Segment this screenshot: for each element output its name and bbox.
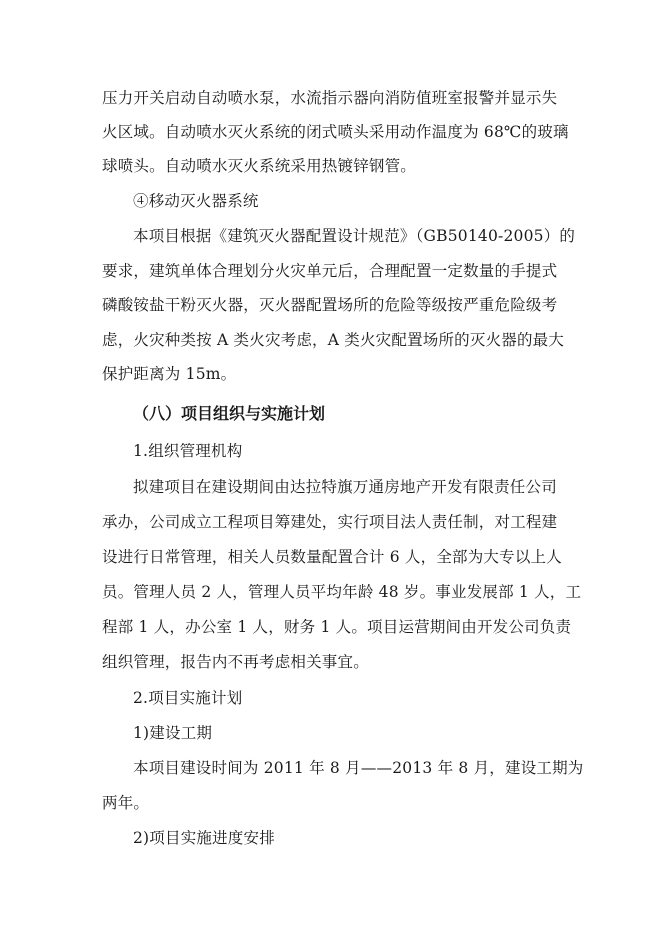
subsection-title: 2.项目实施计划 [133,689,243,707]
paragraph-line: 员。管理人员 2 人，管理人员平均年龄 48 岁。事业发展部 1 人，工 [102,583,582,601]
section-heading: （八）项目组织与实施计划 [133,404,326,423]
paragraph-line: 磷酸铵盐干粉灭火器，灭火器配置场所的危险等级按严重危险级考 [102,296,558,314]
paragraph-line: 火区域。自动喷水灭火系统的闭式喷头采用动作温度为 68℃的玻璃 [102,123,569,141]
paragraph-line: 要求，建筑单体合理划分火灾单元后，合理配置一定数量的手提式 [102,262,558,280]
paragraph-line: 拟建项目在建设期间由达拉特旗万通房地产开发有限责任公司 [133,478,557,496]
paragraph-line: 虑，火灾种类按 A 类火灾考虑，A 类火灾配置场所的灭火器的最大 [102,331,565,349]
paragraph-line: 设进行日常管理，相关人员数量配置合计 6 人，全部为大专以上人 [102,548,562,566]
paragraph-line: 本项目建设时间为 2011 年 8 月——2013 年 8 月，建设工期为 [133,759,584,777]
paragraph-line: 承办，公司成立工程项目筹建处，实行项目法人责任制，对工程建 [102,513,558,531]
item-title: ④移动灭火器系统 [133,192,259,210]
paragraph-line: 球喷头。自动喷水灭火系统采用热镀锌钢管。 [102,157,417,175]
subsection-title: 1.组织管理机构 [133,442,243,460]
paragraph-line: 组织管理，报告内不再考虑相关事宜。 [102,653,369,671]
subsection-title: 1)建设工期 [133,724,213,742]
paragraph-line: 两年。 [102,794,150,812]
subsection-title: 2)项目实施进度安排 [133,829,275,847]
paragraph-line: 本项目根据《建筑灭火器配置设计规范》（GB50140-2005）的 [133,227,576,245]
paragraph-line: 保护距离为 15m。 [102,365,237,383]
paragraph-line: 程部 1 人，办公室 1 人，财务 1 人。项目运营期间由开发公司负责 [102,618,572,636]
paragraph-line: 压力开关启动自动喷水泵，水流指示器向消防值班室报警并显示失 [102,89,558,107]
